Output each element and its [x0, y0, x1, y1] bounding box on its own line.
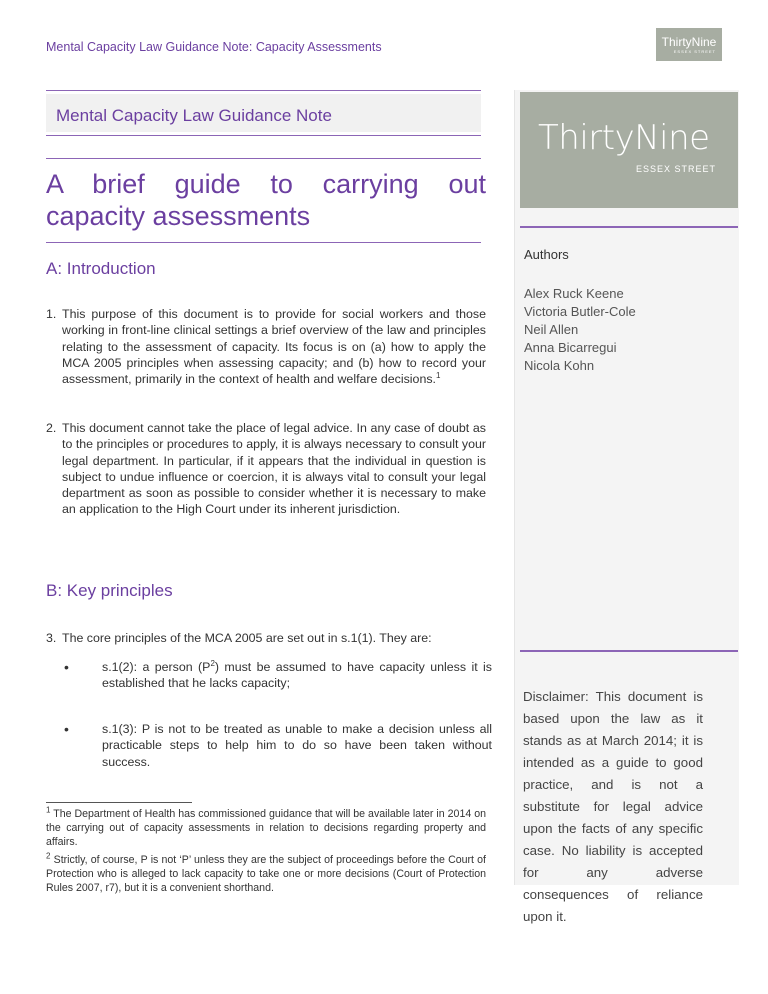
footnote-text: The Department of Health has commissioned guidance that will be available later in 2014 on the carrying out of capacity assessments in relation to decisions regarding property and affairs. — [46, 808, 486, 848]
sidebar-divider — [520, 226, 738, 228]
footnote — [46, 807, 486, 849]
footnote — [46, 853, 486, 895]
author-name: Victoria Butler-Cole — [524, 304, 636, 319]
paragraph-number: 3. — [46, 631, 57, 645]
disclaimer: Disclaimer: This document is based upon the law as it stands as at March 2014; it is intended as a guide to good practice, and is not a substitute for legal advice upon the facts of any specific case. No liability is accepted for any adverse consequences of reliance upon it. — [523, 689, 703, 924]
paragraph-number: 2. — [46, 421, 57, 435]
section-heading: A: Introduction — [46, 259, 156, 278]
bullet-icon: • — [64, 721, 69, 737]
paragraph-number: 1. — [46, 307, 57, 321]
footnote-divider — [46, 802, 192, 803]
bullet-item — [64, 721, 499, 770]
logo-sub: ESSEX STREET — [635, 164, 716, 174]
bullet-text: s.1(3): P is not to be treated as unable to make a decision unless all practicable steps to help him to do so have been taken without success. — [102, 722, 492, 769]
footnote-number: 2 — [46, 851, 51, 861]
section-label: Mental Capacity Law Guidance Note — [56, 106, 332, 125]
title-line-2: capacity assessments — [46, 201, 311, 231]
logo-name: ThirtyNine — [538, 118, 710, 158]
paragraph-text: This document cannot take the place of legal advice. In any case of doubt as to the principles or procedures to apply, it is always necessary to consult your legal department. In particular, if it appears that the individual in question is subject to undue influence or coercion, it is always vital to consult your legal department as soon as possible to consider whether it is necessary to make an application to the High Court under its inherent jurisdiction. — [62, 421, 486, 517]
logo-small-name: ThirtyNine — [661, 34, 717, 49]
divider — [46, 158, 481, 159]
paragraph-1 — [46, 306, 486, 387]
author-name: Alex Ruck Keene — [524, 286, 624, 301]
divider — [46, 135, 481, 136]
footnote-number: 1 — [46, 805, 51, 815]
paragraph-2 — [46, 420, 486, 518]
author-name: Neil Allen — [524, 322, 579, 337]
title-line-1: A brief guide to carrying out — [46, 169, 486, 199]
sidebar-divider — [520, 650, 738, 652]
footnote-ref: 1 — [435, 371, 441, 381]
bullet-text: ) must be assumed to have capacity unless it is established that he lacks capacity; — [102, 660, 492, 691]
running-header: Mental Capacity Law Guidance Note: Capacity Assessments — [46, 40, 382, 54]
divider — [46, 90, 481, 91]
bullet-item — [64, 659, 499, 692]
paragraph-text: This purpose of this document is to provide for social workers and those working in front-line clinical settings a brief overview of the law and principles relating to the assessment of capacity. Its focus is on (a) how to apply the MCA 2005 principles when assessing capacity; and (b) how to record your assessment, primarily in the context of health and welfare decisions. — [62, 307, 486, 387]
author-name: Nicola Kohn — [524, 358, 595, 373]
footnote-ref: 2 — [210, 658, 215, 668]
thirtynine-logo-small — [656, 28, 722, 61]
author-name: Anna Bicarregui — [524, 340, 617, 355]
divider — [46, 242, 481, 243]
bullet-icon: • — [64, 659, 69, 675]
paragraph-3 — [46, 630, 486, 646]
paragraph-text: The core principles of the MCA 2005 are set out in s.1(1). They are: — [62, 631, 432, 645]
authors-title: Authors — [524, 247, 569, 262]
logo-small-sub: ESSEX STREET — [673, 48, 716, 54]
section-heading: B: Key principles — [46, 581, 173, 600]
document-title — [46, 168, 486, 232]
bullet-text: s.1(2): a person (P — [102, 660, 211, 674]
thirtynine-logo — [520, 92, 738, 208]
footnote-text: Strictly, of course, P is not ‘P’ unless they are the subject of proceedings before the Court of Protection who is alleged to lack capacity to take one or more decisions (Court of Protection Rules 2007, r7), but it is a convenient shorthand. — [46, 854, 486, 894]
